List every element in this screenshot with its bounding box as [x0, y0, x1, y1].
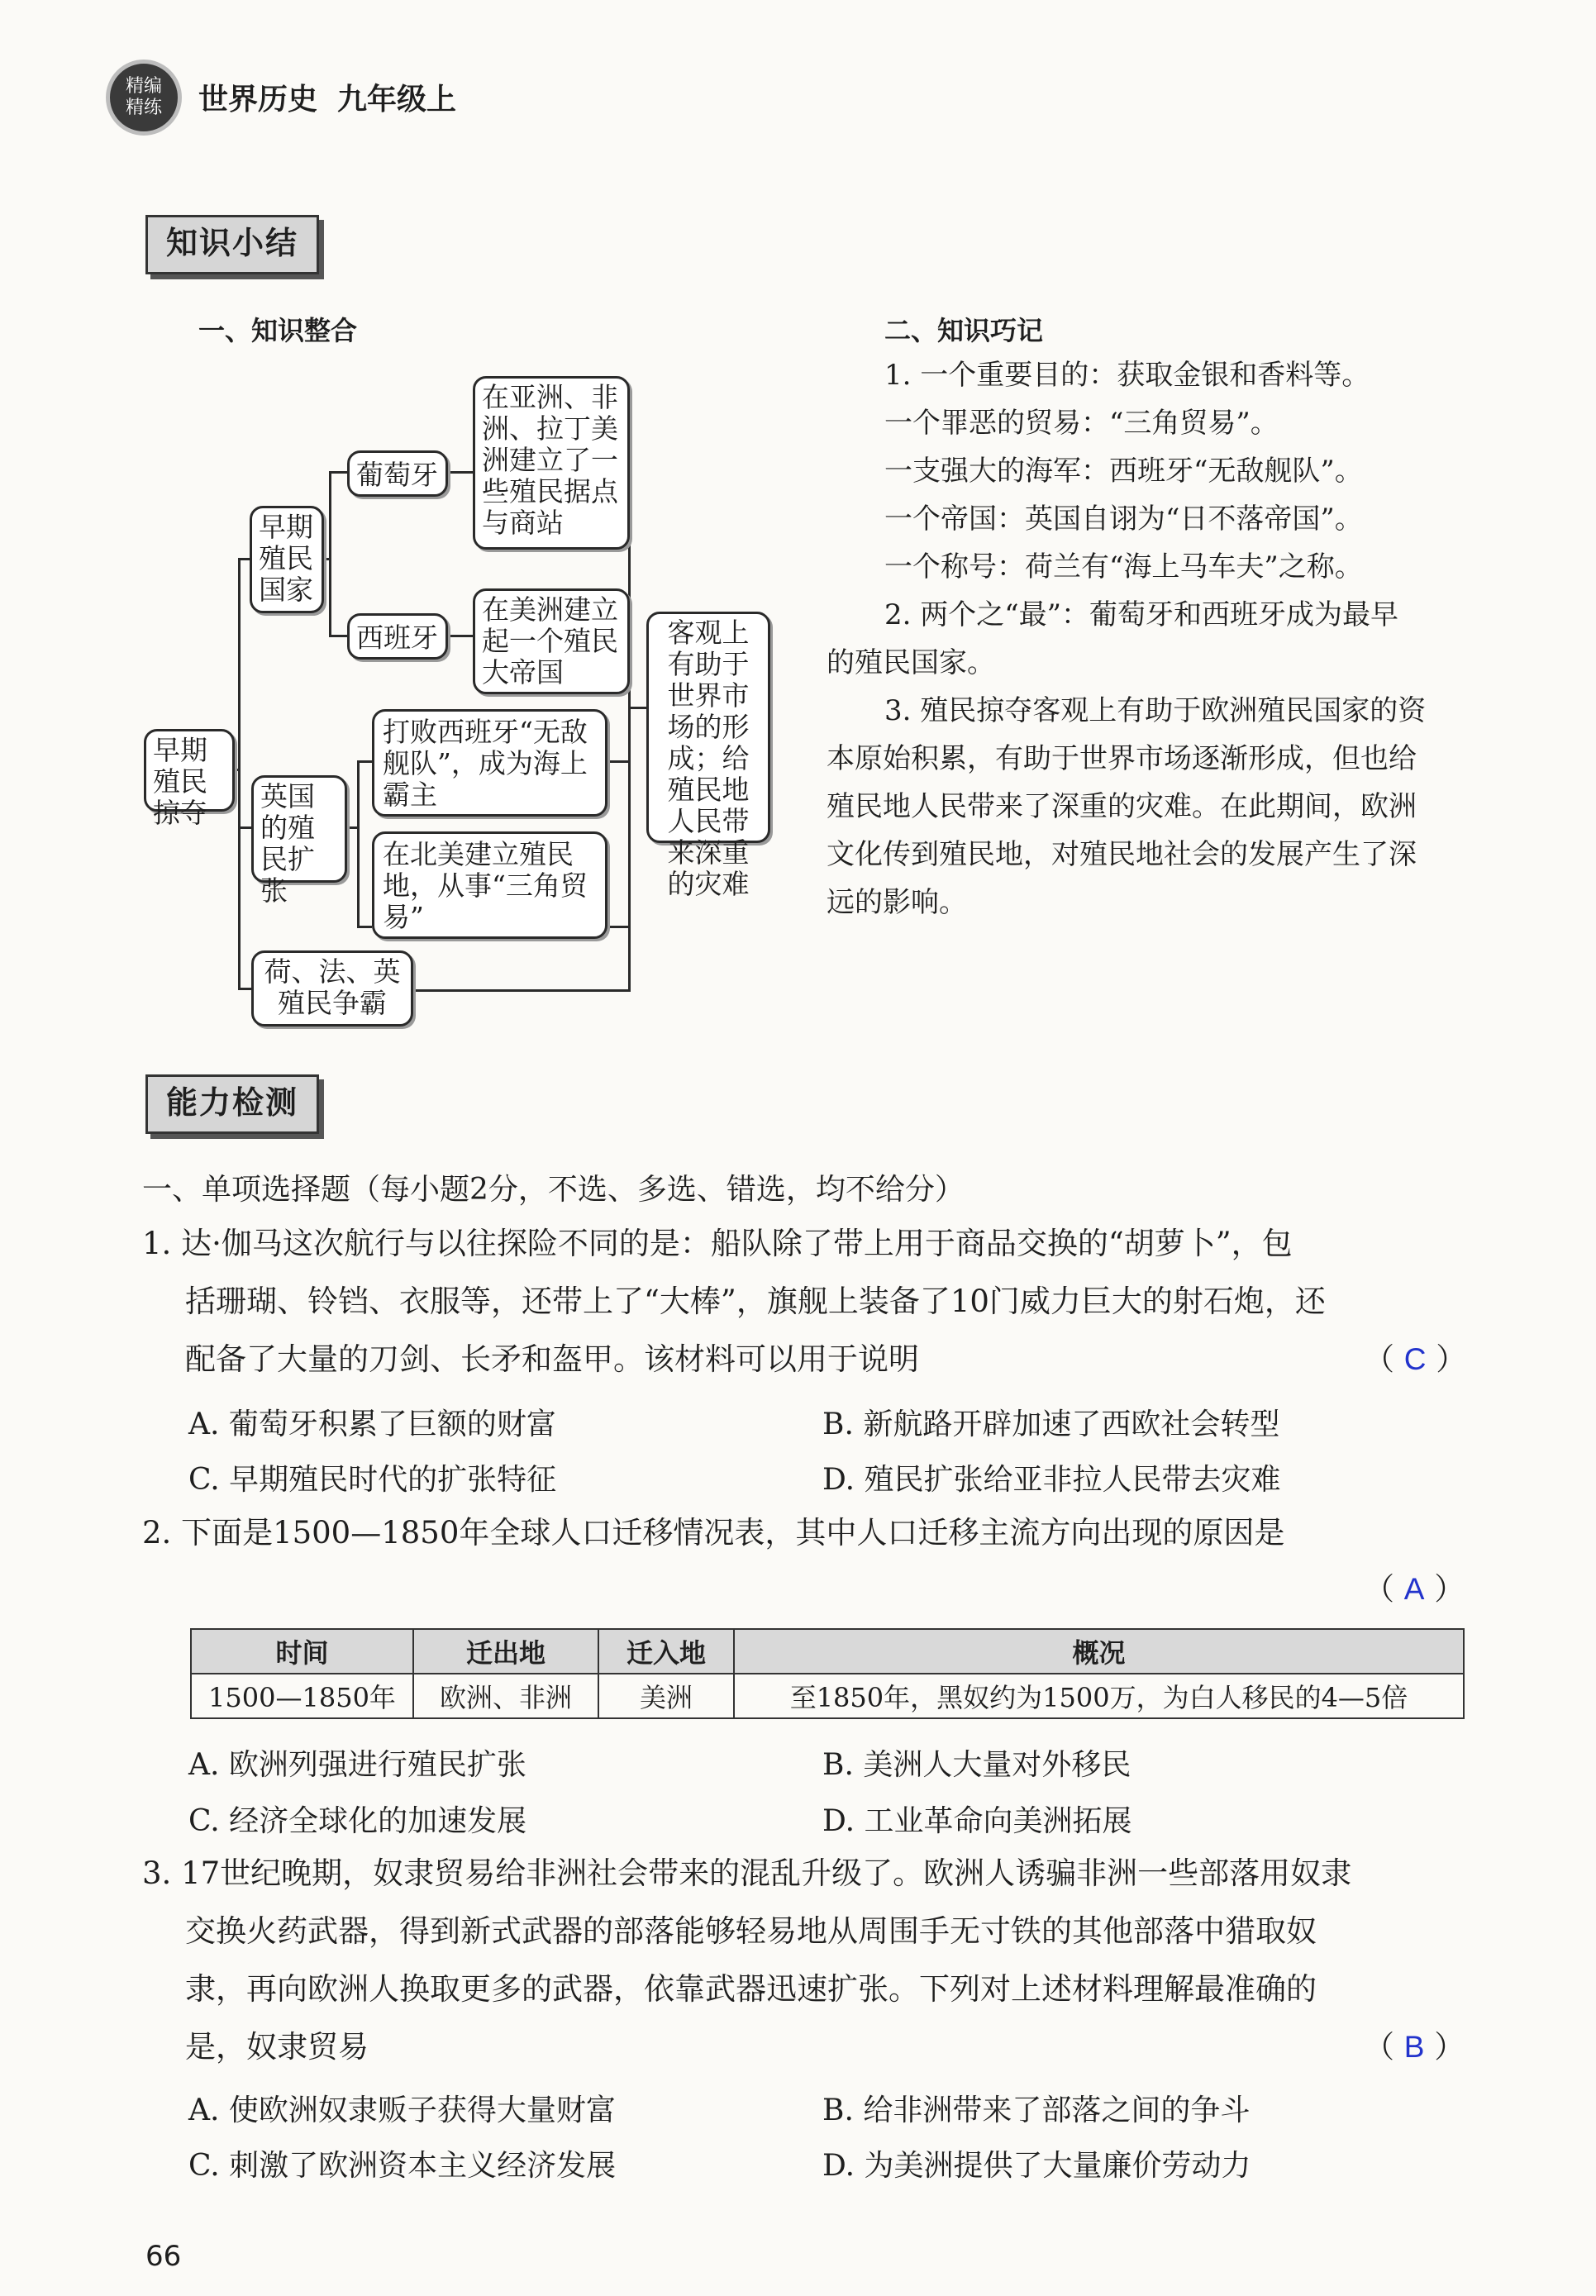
question-line: 括珊瑚、铃铛、衣服等，还带上了“大棒”，旗舰上装备了10门威力巨大的射石炮，还 [185, 1284, 1326, 1319]
memory-line: 1. 一个重要目的：获取金银和香料等。 [884, 359, 1370, 392]
table-cell: 欧洲、非洲 [413, 1674, 598, 1718]
memory-line: 一个称号：荷兰有“海上马车夫”之称。 [884, 550, 1363, 584]
table-header: 迁入地 [598, 1629, 734, 1674]
option-b: B. 新航路开辟加速了西欧社会转型 [822, 1408, 1280, 1441]
question-line: 1. 达·伽马这次航行与以往探险不同的是：船队除了带上用于商品交换的“胡萝卜”，包 [142, 1226, 1293, 1261]
book-logo [106, 60, 182, 136]
question-line: 是，奴隶贸易 [185, 2029, 369, 2065]
option-b: B. 美洲人大量对外移民 [822, 1748, 1131, 1782]
node-rivalry: 荷、法、英殖民争霸 [251, 950, 413, 1027]
table-cell: 至1850年，黑奴约为1500万，为白人移民的4—5倍 [734, 1674, 1464, 1718]
option-d: D. 为美洲提供了大量廉价劳动力 [822, 2149, 1251, 2183]
node-britain-expansion: 英国的殖民扩张 [251, 775, 347, 883]
node-portugal-desc: 在亚洲、非洲、拉丁美洲建立了一些殖民据点与商站 [473, 376, 630, 550]
memory-line: 殖民地人民带来了深重的灾难。在此期间，欧洲 [827, 790, 1417, 823]
node-result: 客观上有助于世界市场的形成；给殖民地人民带来深重的灾难 [646, 612, 770, 843]
memory-line: 远的影响。 [827, 886, 967, 919]
node-spain: 西班牙 [347, 613, 448, 660]
memory-line: 本原始积累，有助于世界市场逐渐形成，但也给 [827, 742, 1417, 775]
answer-bracket-2: （ A ） [1364, 1571, 1465, 1607]
memory-line: 文化传到殖民地，对殖民地社会的发展产生了深 [827, 838, 1417, 871]
node-early-colonial-states: 早期殖民国家 [250, 506, 324, 613]
knowledge-integration-title: 一、知识整合 [198, 315, 358, 346]
question-line: 隶，再向欧洲人换取更多的武器，依靠武器迅速扩张。下列对上述材料理解最准确的 [185, 1971, 1317, 2007]
question-line: 交换火药武器，得到新式武器的部落能够轻易地从周围手无寸铁的其他部落中猎取奴 [185, 1913, 1317, 1949]
question-line: 配备了大量的刀剑、长矛和盔甲。该材料可以用于说明 [185, 1341, 919, 1377]
answer-3: B [1403, 2030, 1425, 2064]
option-c: C. 早期殖民时代的扩张特征 [188, 1463, 557, 1497]
table-cell: 美洲 [598, 1674, 734, 1718]
page-number: 66 [145, 2240, 182, 2273]
memory-line: 一个帝国：英国自诩为“日不落帝国”。 [884, 503, 1363, 536]
table-header: 概况 [734, 1629, 1464, 1674]
table-cell: 1500—1850年 [191, 1674, 413, 1718]
section-badge-summary: 知识小结 [145, 215, 319, 274]
memory-line: 一支强大的海军：西班牙“无敌舰队”。 [884, 455, 1363, 488]
memory-line: 一个罪恶的贸易：“三角贸易”。 [884, 407, 1279, 440]
question-1 [142, 1215, 1465, 1389]
answer-2: A [1403, 1572, 1425, 1606]
answer-bracket-3: （ B ） [1364, 2029, 1465, 2065]
table-header: 迁出地 [413, 1629, 598, 1674]
node-portugal: 葡萄牙 [347, 450, 448, 497]
option-a: A. 使欧洲奴隶贩子获得大量财富 [188, 2094, 616, 2127]
option-c: C. 经济全球化的加速发展 [188, 1804, 527, 1838]
choice-instruction: 一、单项选择题（每小题2分，不选、多选、错选，均不给分） [142, 1173, 965, 1207]
table-row [191, 1674, 1464, 1718]
option-d: D. 殖民扩张给亚非拉人民带去灾难 [822, 1463, 1281, 1497]
knowledge-memory-title: 二、知识巧记 [884, 315, 1044, 346]
option-b: B. 给非洲带来了部落之间的争斗 [822, 2094, 1251, 2127]
node-britain-desc2: 在北美建立殖民地，从事“三角贸易” [372, 831, 607, 939]
logo-text-bottom: 精练 [125, 98, 162, 118]
option-d: D. 工业革命向美洲拓展 [822, 1804, 1132, 1838]
option-a: A. 欧洲列强进行殖民扩张 [188, 1748, 526, 1782]
subject-title: 世界历史 [198, 83, 318, 117]
option-c: C. 刺激了欧洲资本主义经济发展 [188, 2149, 617, 2183]
memory-list [827, 351, 1479, 926]
grade-title: 九年级上 [337, 83, 457, 117]
table-header: 时间 [191, 1629, 413, 1674]
memory-line: 2. 两个之“最”：葡萄牙和西班牙成为最早 [884, 598, 1399, 631]
question-3 [142, 1845, 1465, 2076]
memory-line: 3. 殖民掠夺客观上有助于欧洲殖民国家的资 [884, 694, 1427, 727]
memory-line: 的殖民国家。 [827, 646, 995, 679]
option-a: A. 葡萄牙积累了巨额的财富 [188, 1408, 556, 1441]
answer-bracket-1: （ C ） [1364, 1341, 1467, 1377]
answer-1: C [1403, 1342, 1427, 1376]
node-spain-desc: 在美洲建立起一个殖民大帝国 [473, 588, 630, 694]
table-header-row [191, 1629, 1464, 1674]
migration-table [190, 1628, 1465, 1719]
question-line: 3. 17世纪晚期，奴隶贸易给非洲社会带来的混乱升级了。欧洲人诱骗非洲一些部落用奴隶 [142, 1855, 1352, 1891]
node-britain-desc1: 打败西班牙“无敌舰队”，成为海上霸主 [372, 709, 607, 817]
logo-text-top: 精编 [125, 76, 162, 97]
question-2: 2. 下面是1500—1850年全球人口迁移情况表，其中人口迁移主流方向出现的原因是 [142, 1515, 1285, 1551]
node-root: 早期殖民掠夺 [144, 729, 235, 812]
section-badge-ability: 能力检测 [145, 1074, 319, 1134]
